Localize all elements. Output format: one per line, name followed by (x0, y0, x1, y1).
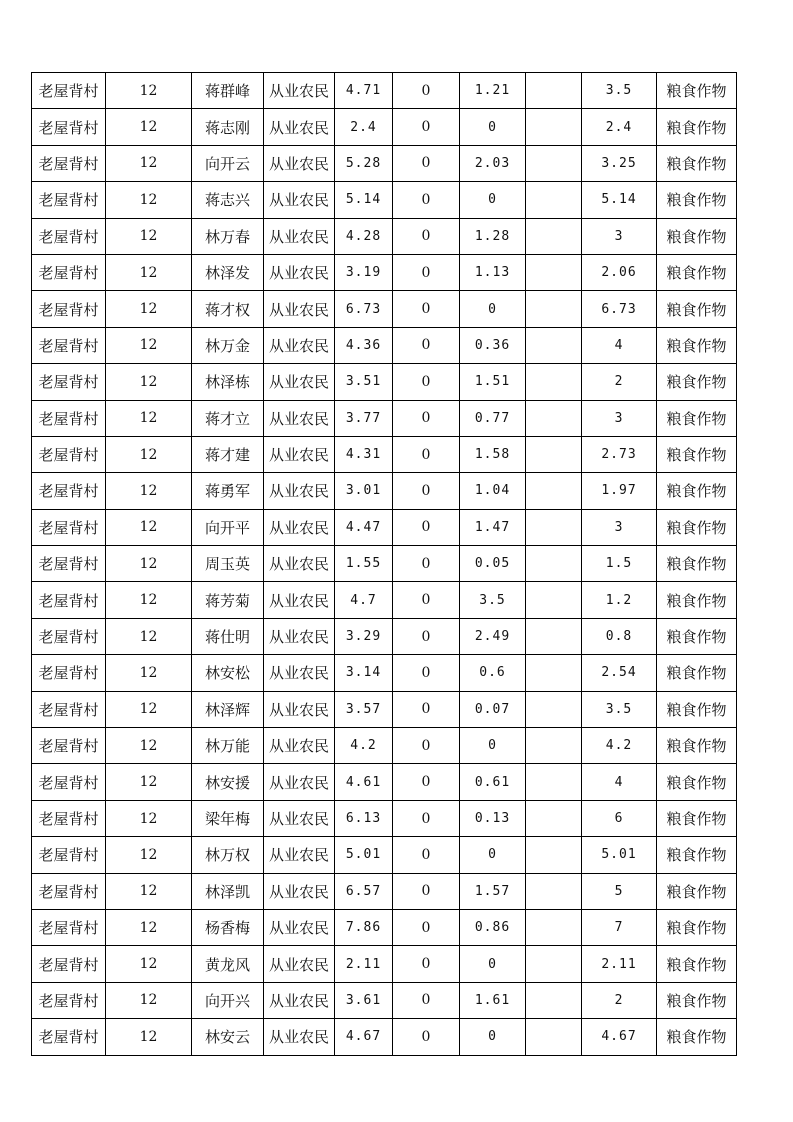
value-cell-9: 7 (582, 909, 657, 945)
value-cell-6: 0 (393, 873, 460, 909)
area-cell: 3.57 (335, 691, 393, 727)
village-cell: 老屋背村 (32, 582, 106, 618)
table-row (32, 400, 737, 436)
table-row (32, 873, 737, 909)
crop-type-cell: 粮食作物 (657, 145, 737, 181)
village-cell: 老屋背村 (32, 145, 106, 181)
value-cell-7: 0 (460, 728, 526, 764)
occupation-cell: 从业农民 (264, 109, 335, 145)
crop-type-cell: 粮食作物 (657, 982, 737, 1018)
village-cell: 老屋背村 (32, 182, 106, 218)
empty-cell (526, 582, 582, 618)
value-cell-9: 1.97 (582, 473, 657, 509)
crop-type-cell: 粮食作物 (657, 73, 737, 109)
area-cell: 5.01 (335, 837, 393, 873)
empty-cell (526, 182, 582, 218)
village-cell: 老屋背村 (32, 327, 106, 363)
name-cell: 蒋芳菊 (192, 582, 264, 618)
village-cell: 老屋背村 (32, 800, 106, 836)
village-cell: 老屋背村 (32, 473, 106, 509)
table-row (32, 436, 737, 472)
name-cell: 林泽凯 (192, 873, 264, 909)
area-cell: 1.55 (335, 546, 393, 582)
area-cell: 4.31 (335, 436, 393, 472)
occupation-cell: 从业农民 (264, 509, 335, 545)
crop-type-cell: 粮食作物 (657, 473, 737, 509)
value-cell-6: 0 (393, 109, 460, 145)
village-cell: 老屋背村 (32, 254, 106, 290)
name-cell: 林泽发 (192, 254, 264, 290)
occupation-cell: 从业农民 (264, 436, 335, 472)
table-row (32, 728, 737, 764)
village-cell: 老屋背村 (32, 728, 106, 764)
value-cell-6: 0 (393, 946, 460, 982)
empty-cell (526, 655, 582, 691)
crop-type-cell: 粮食作物 (657, 546, 737, 582)
name-cell: 向开平 (192, 509, 264, 545)
village-cell: 老屋背村 (32, 691, 106, 727)
value-cell-6: 0 (393, 909, 460, 945)
value-cell-6: 0 (393, 655, 460, 691)
occupation-cell: 从业农民 (264, 546, 335, 582)
value-cell-7: 0.86 (460, 909, 526, 945)
table-row (32, 691, 737, 727)
table-row (32, 837, 737, 873)
value-cell-6: 0 (393, 509, 460, 545)
value-cell-7: 0 (460, 182, 526, 218)
empty-cell (526, 873, 582, 909)
value-cell-7: 1.47 (460, 509, 526, 545)
name-cell: 杨香梅 (192, 909, 264, 945)
value-cell-7: 2.49 (460, 618, 526, 654)
empty-cell (526, 254, 582, 290)
value-cell-7: 0 (460, 1019, 526, 1055)
area-cell: 4.67 (335, 1019, 393, 1055)
occupation-cell: 从业农民 (264, 473, 335, 509)
value-cell-9: 3.5 (582, 691, 657, 727)
value-cell-6: 0 (393, 618, 460, 654)
value-cell-6: 0 (393, 182, 460, 218)
name-cell: 林万权 (192, 837, 264, 873)
area-cell: 6.57 (335, 873, 393, 909)
name-cell: 蒋才建 (192, 436, 264, 472)
table-row (32, 254, 737, 290)
crop-type-cell: 粮食作物 (657, 291, 737, 327)
crop-type-cell: 粮食作物 (657, 873, 737, 909)
table-row (32, 473, 737, 509)
crop-type-cell: 粮食作物 (657, 618, 737, 654)
group-cell: 12 (106, 291, 192, 327)
village-cell: 老屋背村 (32, 109, 106, 145)
value-cell-7: 1.51 (460, 364, 526, 400)
table-row (32, 1019, 737, 1055)
village-cell: 老屋背村 (32, 436, 106, 472)
area-cell: 3.19 (335, 254, 393, 290)
group-cell: 12 (106, 436, 192, 472)
village-cell: 老屋背村 (32, 655, 106, 691)
crop-type-cell: 粮食作物 (657, 1019, 737, 1055)
empty-cell (526, 327, 582, 363)
value-cell-7: 1.13 (460, 254, 526, 290)
village-cell: 老屋背村 (32, 909, 106, 945)
value-cell-7: 1.61 (460, 982, 526, 1018)
village-cell: 老屋背村 (32, 546, 106, 582)
value-cell-9: 1.5 (582, 546, 657, 582)
occupation-cell: 从业农民 (264, 982, 335, 1018)
group-cell: 12 (106, 145, 192, 181)
village-cell: 老屋背村 (32, 218, 106, 254)
value-cell-6: 0 (393, 837, 460, 873)
occupation-cell: 从业农民 (264, 837, 335, 873)
occupation-cell: 从业农民 (264, 728, 335, 764)
value-cell-7: 0.6 (460, 655, 526, 691)
village-cell: 老屋背村 (32, 291, 106, 327)
value-cell-9: 2.54 (582, 655, 657, 691)
empty-cell (526, 73, 582, 109)
value-cell-7: 0.61 (460, 764, 526, 800)
occupation-cell: 从业农民 (264, 655, 335, 691)
crop-type-cell: 粮食作物 (657, 436, 737, 472)
group-cell: 12 (106, 837, 192, 873)
group-cell: 12 (106, 655, 192, 691)
occupation-cell: 从业农民 (264, 873, 335, 909)
value-cell-9: 3.5 (582, 73, 657, 109)
value-cell-6: 0 (393, 800, 460, 836)
area-cell: 4.7 (335, 582, 393, 618)
area-cell: 6.73 (335, 291, 393, 327)
empty-cell (526, 764, 582, 800)
value-cell-9: 2 (582, 982, 657, 1018)
group-cell: 12 (106, 73, 192, 109)
village-cell: 老屋背村 (32, 364, 106, 400)
value-cell-6: 0 (393, 728, 460, 764)
crop-type-cell: 粮食作物 (657, 837, 737, 873)
group-cell: 12 (106, 982, 192, 1018)
value-cell-7: 0 (460, 109, 526, 145)
value-cell-6: 0 (393, 73, 460, 109)
group-cell: 12 (106, 691, 192, 727)
area-cell: 5.28 (335, 145, 393, 181)
name-cell: 林安云 (192, 1019, 264, 1055)
value-cell-7: 2.03 (460, 145, 526, 181)
group-cell: 12 (106, 254, 192, 290)
group-cell: 12 (106, 109, 192, 145)
crop-type-cell: 粮食作物 (657, 909, 737, 945)
village-cell: 老屋背村 (32, 873, 106, 909)
occupation-cell: 从业农民 (264, 254, 335, 290)
village-cell: 老屋背村 (32, 509, 106, 545)
table-row (32, 364, 737, 400)
crop-type-cell: 粮食作物 (657, 218, 737, 254)
name-cell: 向开云 (192, 145, 264, 181)
table-row (32, 582, 737, 618)
value-cell-9: 5.01 (582, 837, 657, 873)
crop-type-cell: 粮食作物 (657, 400, 737, 436)
name-cell: 林万金 (192, 327, 264, 363)
occupation-cell: 从业农民 (264, 909, 335, 945)
occupation-cell: 从业农民 (264, 400, 335, 436)
area-cell: 4.28 (335, 218, 393, 254)
crop-type-cell: 粮食作物 (657, 764, 737, 800)
occupation-cell: 从业农民 (264, 73, 335, 109)
value-cell-7: 0 (460, 946, 526, 982)
name-cell: 周玉英 (192, 546, 264, 582)
crop-type-cell: 粮食作物 (657, 691, 737, 727)
area-cell: 4.36 (335, 327, 393, 363)
table-row (32, 909, 737, 945)
name-cell: 蒋才立 (192, 400, 264, 436)
village-cell: 老屋背村 (32, 946, 106, 982)
empty-cell (526, 837, 582, 873)
crop-type-cell: 粮食作物 (657, 509, 737, 545)
village-cell: 老屋背村 (32, 764, 106, 800)
table-row (32, 655, 737, 691)
group-cell: 12 (106, 909, 192, 945)
empty-cell (526, 691, 582, 727)
value-cell-9: 2 (582, 364, 657, 400)
value-cell-9: 4 (582, 764, 657, 800)
group-cell: 12 (106, 400, 192, 436)
occupation-cell: 从业农民 (264, 618, 335, 654)
occupation-cell: 从业农民 (264, 691, 335, 727)
group-cell: 12 (106, 1019, 192, 1055)
group-cell: 12 (106, 800, 192, 836)
table-row (32, 182, 737, 218)
name-cell: 黄龙风 (192, 946, 264, 982)
value-cell-9: 6 (582, 800, 657, 836)
crop-type-cell: 粮食作物 (657, 254, 737, 290)
area-cell: 5.14 (335, 182, 393, 218)
empty-cell (526, 546, 582, 582)
name-cell: 向开兴 (192, 982, 264, 1018)
table-row (32, 291, 737, 327)
name-cell: 蒋勇军 (192, 473, 264, 509)
name-cell: 林泽栋 (192, 364, 264, 400)
area-cell: 2.11 (335, 946, 393, 982)
empty-cell (526, 473, 582, 509)
occupation-cell: 从业农民 (264, 182, 335, 218)
value-cell-6: 0 (393, 691, 460, 727)
value-cell-9: 2.73 (582, 436, 657, 472)
area-cell: 2.4 (335, 109, 393, 145)
name-cell: 林万能 (192, 728, 264, 764)
group-cell: 12 (106, 873, 192, 909)
value-cell-9: 2.11 (582, 946, 657, 982)
empty-cell (526, 946, 582, 982)
group-cell: 12 (106, 546, 192, 582)
area-cell: 3.61 (335, 982, 393, 1018)
value-cell-7: 1.04 (460, 473, 526, 509)
table-row (32, 145, 737, 181)
value-cell-6: 0 (393, 1019, 460, 1055)
empty-cell (526, 109, 582, 145)
value-cell-7: 0.13 (460, 800, 526, 836)
occupation-cell: 从业农民 (264, 145, 335, 181)
table-row (32, 218, 737, 254)
crop-type-cell: 粮食作物 (657, 182, 737, 218)
value-cell-6: 0 (393, 982, 460, 1018)
empty-cell (526, 145, 582, 181)
table-row (32, 800, 737, 836)
crop-type-cell: 粮食作物 (657, 327, 737, 363)
empty-cell (526, 400, 582, 436)
name-cell: 蒋志刚 (192, 109, 264, 145)
value-cell-7: 1.58 (460, 436, 526, 472)
value-cell-7: 3.5 (460, 582, 526, 618)
empty-cell (526, 364, 582, 400)
area-cell: 4.71 (335, 73, 393, 109)
village-cell: 老屋背村 (32, 982, 106, 1018)
crop-type-cell: 粮食作物 (657, 655, 737, 691)
table-row (32, 509, 737, 545)
occupation-cell: 从业农民 (264, 218, 335, 254)
empty-cell (526, 909, 582, 945)
value-cell-9: 5 (582, 873, 657, 909)
village-cell: 老屋背村 (32, 73, 106, 109)
group-cell: 12 (106, 473, 192, 509)
value-cell-9: 1.2 (582, 582, 657, 618)
empty-cell (526, 982, 582, 1018)
value-cell-9: 3 (582, 218, 657, 254)
empty-cell (526, 728, 582, 764)
table-row (32, 946, 737, 982)
group-cell: 12 (106, 582, 192, 618)
table-body (32, 73, 737, 1056)
group-cell: 12 (106, 618, 192, 654)
value-cell-7: 0 (460, 837, 526, 873)
area-cell: 7.86 (335, 909, 393, 945)
empty-cell (526, 436, 582, 472)
area-cell: 3.29 (335, 618, 393, 654)
occupation-cell: 从业农民 (264, 291, 335, 327)
value-cell-6: 0 (393, 436, 460, 472)
table-row (32, 618, 737, 654)
occupation-cell: 从业农民 (264, 364, 335, 400)
value-cell-6: 0 (393, 546, 460, 582)
empty-cell (526, 1019, 582, 1055)
value-cell-6: 0 (393, 291, 460, 327)
name-cell: 林安援 (192, 764, 264, 800)
table-row (32, 764, 737, 800)
group-cell: 12 (106, 509, 192, 545)
group-cell: 12 (106, 218, 192, 254)
value-cell-9: 4.2 (582, 728, 657, 764)
value-cell-9: 2.06 (582, 254, 657, 290)
area-cell: 4.61 (335, 764, 393, 800)
value-cell-9: 2.4 (582, 109, 657, 145)
value-cell-9: 3 (582, 509, 657, 545)
empty-cell (526, 800, 582, 836)
group-cell: 12 (106, 764, 192, 800)
name-cell: 林万春 (192, 218, 264, 254)
area-cell: 3.01 (335, 473, 393, 509)
table-row (32, 982, 737, 1018)
crop-type-cell: 粮食作物 (657, 728, 737, 764)
group-cell: 12 (106, 327, 192, 363)
name-cell: 梁年梅 (192, 800, 264, 836)
value-cell-6: 0 (393, 254, 460, 290)
empty-cell (526, 218, 582, 254)
value-cell-7: 1.57 (460, 873, 526, 909)
crop-type-cell: 粮食作物 (657, 582, 737, 618)
table-row (32, 546, 737, 582)
value-cell-9: 6.73 (582, 291, 657, 327)
value-cell-7: 0.07 (460, 691, 526, 727)
crop-type-cell: 粮食作物 (657, 364, 737, 400)
area-cell: 6.13 (335, 800, 393, 836)
table-row (32, 73, 737, 109)
crop-type-cell: 粮食作物 (657, 109, 737, 145)
value-cell-9: 3 (582, 400, 657, 436)
table-row (32, 327, 737, 363)
occupation-cell: 从业农民 (264, 1019, 335, 1055)
value-cell-7: 0.77 (460, 400, 526, 436)
value-cell-9: 5.14 (582, 182, 657, 218)
village-cell: 老屋背村 (32, 837, 106, 873)
group-cell: 12 (106, 182, 192, 218)
empty-cell (526, 291, 582, 327)
occupation-cell: 从业农民 (264, 764, 335, 800)
empty-cell (526, 509, 582, 545)
value-cell-6: 0 (393, 364, 460, 400)
value-cell-6: 0 (393, 327, 460, 363)
name-cell: 蒋志兴 (192, 182, 264, 218)
group-cell: 12 (106, 728, 192, 764)
value-cell-9: 4 (582, 327, 657, 363)
occupation-cell: 从业农民 (264, 800, 335, 836)
value-cell-6: 0 (393, 218, 460, 254)
value-cell-9: 4.67 (582, 1019, 657, 1055)
value-cell-6: 0 (393, 473, 460, 509)
value-cell-9: 0.8 (582, 618, 657, 654)
value-cell-7: 1.21 (460, 73, 526, 109)
name-cell: 林安松 (192, 655, 264, 691)
area-cell: 4.2 (335, 728, 393, 764)
name-cell: 林泽辉 (192, 691, 264, 727)
area-cell: 3.14 (335, 655, 393, 691)
occupation-cell: 从业农民 (264, 946, 335, 982)
value-cell-7: 0 (460, 291, 526, 327)
crop-type-cell: 粮食作物 (657, 800, 737, 836)
village-cell: 老屋背村 (32, 400, 106, 436)
value-cell-9: 3.25 (582, 145, 657, 181)
value-cell-7: 1.28 (460, 218, 526, 254)
name-cell: 蒋群峰 (192, 73, 264, 109)
area-cell: 4.47 (335, 509, 393, 545)
value-cell-6: 0 (393, 764, 460, 800)
group-cell: 12 (106, 364, 192, 400)
village-cell: 老屋背村 (32, 1019, 106, 1055)
value-cell-6: 0 (393, 582, 460, 618)
occupation-cell: 从业农民 (264, 582, 335, 618)
table-row (32, 109, 737, 145)
value-cell-6: 0 (393, 145, 460, 181)
name-cell: 蒋才权 (192, 291, 264, 327)
land-allocation-table (31, 72, 737, 1056)
area-cell: 3.51 (335, 364, 393, 400)
empty-cell (526, 618, 582, 654)
crop-type-cell: 粮食作物 (657, 946, 737, 982)
name-cell: 蒋仕明 (192, 618, 264, 654)
group-cell: 12 (106, 946, 192, 982)
village-cell: 老屋背村 (32, 618, 106, 654)
occupation-cell: 从业农民 (264, 327, 335, 363)
value-cell-6: 0 (393, 400, 460, 436)
value-cell-7: 0.05 (460, 546, 526, 582)
value-cell-7: 0.36 (460, 327, 526, 363)
area-cell: 3.77 (335, 400, 393, 436)
